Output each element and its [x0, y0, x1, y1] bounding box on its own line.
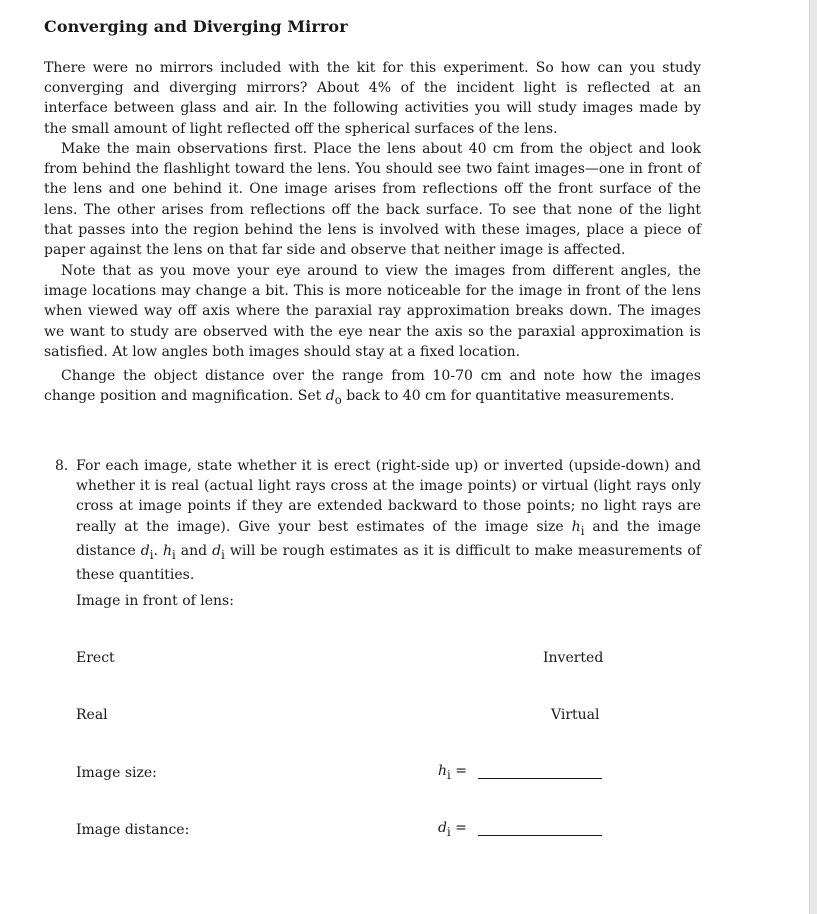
equals-sign: = — [455, 763, 467, 779]
section-label-image-front: Image in front of lens: — [76, 593, 234, 609]
para4-text: Change the object distance over the range from 10-70 cm and note how the images change position and magnification. Set — [44, 368, 701, 405]
symbol-h: h — [162, 542, 173, 559]
image-size-symbol — [438, 763, 467, 782]
subscript-i: i — [446, 824, 451, 839]
page-title: Converging and Diverging Mirror — [44, 17, 348, 36]
question-text-part: . — [153, 542, 163, 559]
symbol-h: h — [438, 763, 448, 779]
option-real[interactable]: Real — [76, 707, 108, 723]
subscript-i: i — [447, 767, 451, 782]
image-size-answer-line[interactable] — [478, 778, 602, 779]
question-number: 8. — [55, 458, 69, 474]
subscript-i: i — [221, 547, 225, 562]
paragraph-intro: There were no mirrors included with the kit for this experiment. So how can you study converging and diverging mirrors? About 4% of the incident light is reflected at an interface between glass and air. In the following activities you will study images made by the small amount of light reflected off the spherical surfaces of the lens. — [44, 60, 701, 137]
image-distance-answer-line[interactable] — [478, 835, 602, 836]
option-erect[interactable]: Erect — [76, 650, 115, 666]
paragraph-angles: Note that as you move your eye around to view the images from different angles, the image locations may change a bit. This is more noticeable for the image in front of the lens when viewed way off axis where the paraxial ray approximation breaks down. The images we want to study are observed with the eye near the axis so the paraxial approximation is satisfied. At low angles both images should stay at a fixed location. — [44, 263, 701, 360]
question-text — [76, 456, 701, 585]
paragraph-observations: Make the main observations first. Place the lens about 40 cm from the object and look from behind the flashlight toward the lens. You should see two faint images—one in front of the lens and one behind it. One image arises from reflections off the front surface of the lens. The other arises from reflections off the back surface. To see that none of the light that passes into the region behind the lens is involved with these images, place a piece of paper against the lens on that far side and observe that neither image is affected. — [44, 141, 701, 259]
question-text-part: will be rough estimates as it is difficult to make measurements of these quantities. — [76, 542, 702, 583]
option-inverted[interactable]: Inverted — [543, 650, 604, 666]
symbol-d: d — [438, 820, 447, 836]
subscript-i: i — [580, 523, 585, 538]
equals-sign: = — [455, 820, 467, 836]
image-distance-label: Image distance: — [76, 822, 190, 838]
symbol-d: d — [212, 542, 222, 559]
image-distance-symbol — [438, 820, 467, 839]
subscript-i: i — [149, 547, 154, 562]
question-8 — [55, 456, 701, 585]
question-text-part: and — [175, 542, 213, 559]
image-size-label: Image size: — [76, 765, 157, 781]
symbol-d: d — [140, 542, 150, 559]
symbol-d: d — [325, 388, 335, 405]
symbol-h: h — [571, 518, 581, 535]
subscript-o: o — [334, 393, 342, 407]
scrollbar-track[interactable] — [809, 0, 817, 914]
question-text-part: and the image distance — [76, 518, 702, 559]
question-text-part: For each image, state whether it is erect (right-side up) or inverted (upside-down) and whether it is real (actual light rays cross at the image points) or virtual (light rays only cross at image points if they are extended backward to those points; no light rays are really at the image). Give your best estimates of the image size — [76, 458, 701, 535]
option-virtual[interactable]: Virtual — [551, 707, 600, 723]
paragraph-object-distance — [44, 366, 701, 410]
para4-text-end: back to 40 cm for quantitative measurements. — [341, 388, 675, 405]
subscript-i: i — [172, 547, 176, 562]
